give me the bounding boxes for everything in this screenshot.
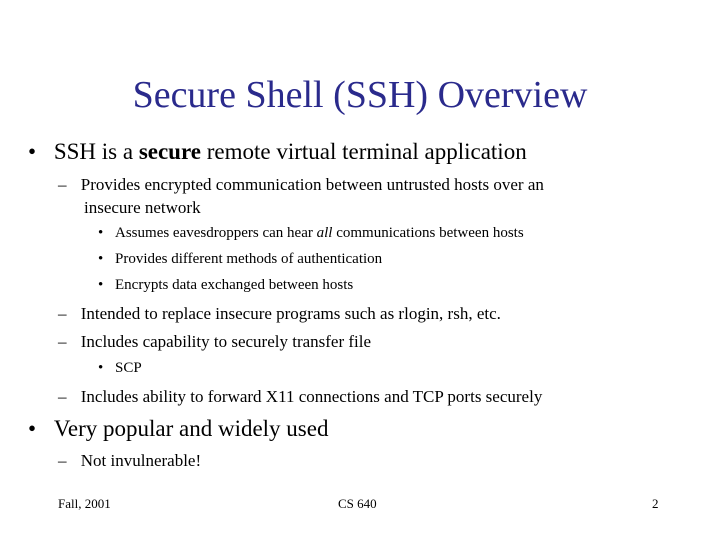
bullet-text-post: remote virtual terminal application	[200, 139, 527, 164]
sub-sub-text-pre: Assumes eavesdroppers can hear	[115, 225, 317, 241]
sub-bullet-encrypted-cont	[84, 197, 201, 219]
sub-bullet-text: Provides encrypted communication between untrusted hosts over an	[80, 175, 544, 194]
sub-bullet-transfer	[58, 331, 371, 353]
bullet-text-bold: secure	[138, 139, 201, 164]
sub-bullet-text: Intended to replace insecure programs such as rlogin, rsh, etc.	[80, 304, 501, 323]
sub-sub-text-em: all	[316, 225, 333, 241]
sub-bullet-encrypted	[58, 174, 544, 196]
sub-bullet-not-invulnerable	[58, 450, 201, 472]
sub-sub-bullet-eavesdroppers	[98, 224, 524, 243]
dot-marker: •	[98, 360, 104, 376]
bullet-text-pre: SSH is a	[53, 139, 139, 164]
bullet-text: Very popular and widely used	[53, 416, 329, 441]
dot-marker: •	[98, 277, 104, 293]
bullet-marker: •	[28, 139, 37, 164]
sub-sub-text: SCP	[115, 360, 142, 376]
dash-marker: –	[58, 332, 67, 351]
slide-title	[0, 72, 720, 118]
slide-title-text: Secure Shell (SSH) Overview	[132, 74, 588, 116]
sub-sub-text: Provides different methods of authentication	[115, 251, 383, 267]
sub-sub-text: Encrypts data exchanged between hosts	[115, 277, 354, 293]
sub-bullet-text-cont: insecure network	[84, 198, 201, 217]
sub-bullet-text: Not invulnerable!	[80, 451, 202, 470]
bullet-popular	[28, 415, 328, 443]
sub-bullet-text: Includes capability to securely transfer file	[80, 332, 372, 351]
sub-sub-text-post: communications between hosts	[332, 225, 524, 241]
bullet-ssh-secure	[28, 138, 527, 166]
sub-sub-bullet-encrypts	[98, 276, 353, 295]
dot-marker: •	[98, 251, 104, 267]
footer-course: CS 640	[338, 496, 377, 511]
dot-marker: •	[98, 225, 104, 241]
footer-date: Fall, 2001	[58, 496, 111, 511]
footer-page-number: 2	[652, 496, 659, 511]
sub-sub-bullet-authentication	[98, 250, 382, 269]
sub-bullet-text: Includes ability to forward X11 connections and TCP ports securely	[80, 387, 543, 406]
sub-sub-bullet-scp	[98, 359, 142, 378]
dash-marker: –	[58, 304, 67, 323]
dash-marker: –	[58, 451, 67, 470]
dash-marker: –	[58, 175, 67, 194]
bullet-marker: •	[28, 416, 37, 441]
dash-marker: –	[58, 387, 67, 406]
sub-bullet-forward	[58, 386, 542, 408]
sub-bullet-replace	[58, 303, 501, 325]
